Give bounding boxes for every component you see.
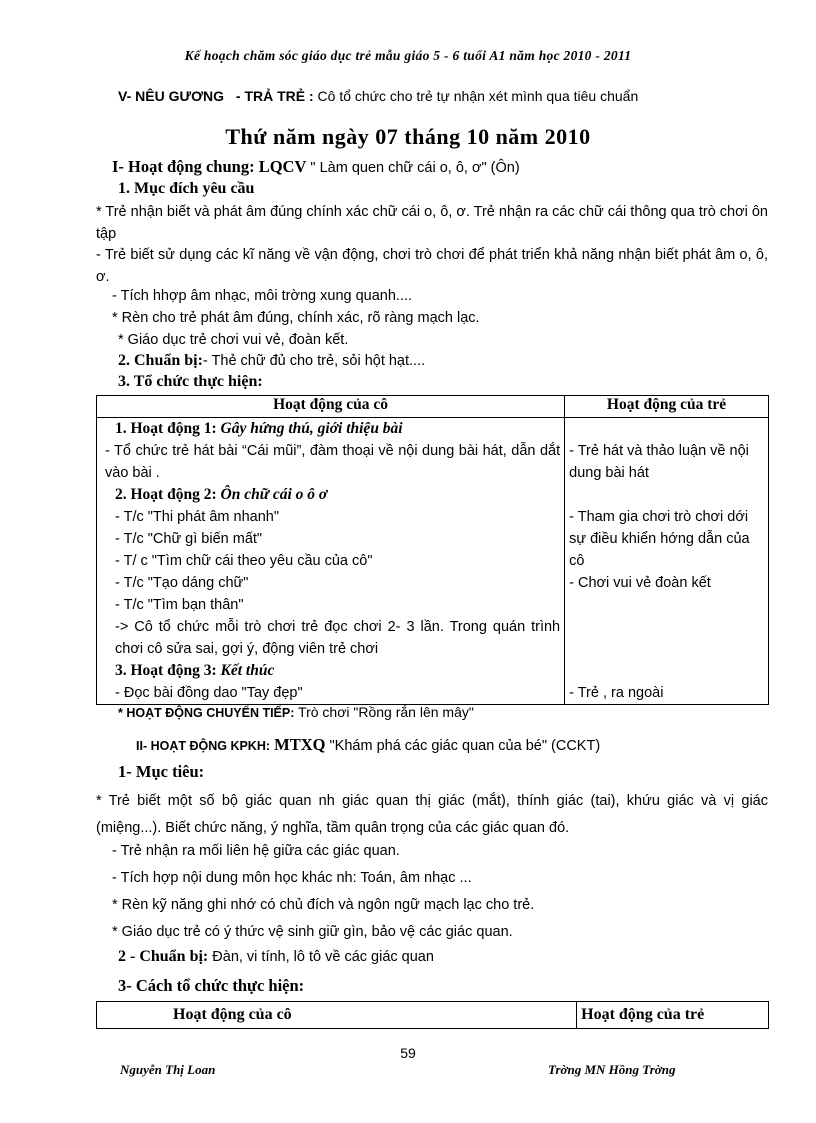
transition-text: Trò chơi "Rồng rắn lên mây" <box>294 704 474 720</box>
activity-3-child: - Trẻ , ra ngoài <box>569 685 664 701</box>
section-1-paragraph-3: - Tích hhợp âm nhạc, môi trờng xung quanh.... <box>112 288 413 304</box>
activity-3-heading <box>101 660 560 682</box>
section-2-paragraph-4: * Rèn kỹ năng ghi nhớ có chủ đích và ngôn ngữ mạch lạc cho trẻ. <box>112 897 535 913</box>
activity-2-item: - T/c "Tạo dáng chữ" <box>115 575 249 591</box>
section-2-prep-text: Đàn, vi tính, lô tô về các giác quan <box>208 949 434 965</box>
section-2-heading-bold: MTXQ <box>270 735 326 754</box>
activity-2-heading <box>101 484 560 506</box>
section-2-heading <box>136 735 600 755</box>
table-2-header-row <box>97 1002 769 1029</box>
activity-2-child-2: - Chơi vui vẻ đoàn kết <box>569 575 711 591</box>
activity-1-child: - Trẻ hát và thảo luận về nội dung bài hát <box>569 443 749 481</box>
section-1-paragraph-1: * Trẻ nhận biết và phát âm đúng chính xác chữ cái o, ô, ơ. Trẻ nhận ra các chữ cái thông qua trò chơi ôn tập <box>96 204 768 242</box>
activity-3-text: - Đọc bài đồng dao "Tay đẹp" <box>115 685 303 701</box>
section-2-heading-tail: "Khám phá các giác quan của bé" (CCKT) <box>325 738 601 754</box>
activity-1-title: Gây hứng thú, giới thiệu bài <box>220 420 403 437</box>
activity-3-label: 3. Hoạt động 3: <box>115 662 221 679</box>
spacer <box>569 418 764 440</box>
activity-table-2 <box>96 1001 769 1029</box>
table-1-teacher-cell <box>97 418 565 705</box>
section-1-org-title: 3. Tổ chức thực hiện: <box>118 373 263 390</box>
v-label-2: - TRẢ TRẺ : <box>235 88 314 104</box>
v-line <box>118 88 638 106</box>
section-1-prep <box>118 352 425 370</box>
v-label-1: V- NÊU GƯƠNG <box>118 88 225 104</box>
activity-2-note: -> Cô tổ chức mỗi trò chơi trẻ đọc chơi 2- 3 lần. Trong quán trình chơi cô sửa sai, gợi ý, động viên trẻ chơi <box>115 619 561 657</box>
transition-line <box>118 704 474 722</box>
section-1-paragraph-2: - Trẻ biết sử dụng các kĩ năng về vận động, chơi trò chơi để phát triển khả năng nhận biết phát âm o, ô, ơ. <box>96 247 768 285</box>
section-1-goal-title: 1. Mục đích yêu cầu <box>118 180 255 197</box>
spacer <box>569 484 764 506</box>
section-2-paragraph-2: - Trẻ nhận ra mối liên hệ giữa các giác quan. <box>112 843 400 859</box>
activity-2-item: - T/c "Thi phát âm nhanh" <box>115 509 279 525</box>
table-1-body-row <box>97 418 769 705</box>
activity-2-item: - T/c "Tìm bạn thân" <box>115 597 244 613</box>
section-1-prep-text: - Thẻ chữ đủ cho trẻ, sỏi hột hạt.... <box>202 353 426 369</box>
activity-2-child-1: - Tham gia chơi trò chơi dới sự điều khiển hớng dẫn của cô <box>569 509 750 569</box>
section-2-goal-title: 1- Mục tiêu: <box>118 762 205 781</box>
footer-author: Nguyễn Thị Loan <box>120 1062 216 1077</box>
section-1-prep-label: 2. Chuẩn bị: <box>118 352 203 369</box>
footer-school: Trờng MN Hồng Trờng <box>548 1062 676 1077</box>
section-2-prep-label: 2 - Chuẩn bị: <box>118 948 209 965</box>
section-2-paragraph-1: * Trẻ biết một số bộ giác quan nh giác quan thị giác (mắt), thính giác (tai), khứu giác và vị giác (miệng...). Biết chức năng, ý nghĩa, tầm quân trọng của các giác quan đó. <box>96 793 768 836</box>
section-1-heading <box>112 157 520 177</box>
activity-table-1 <box>96 395 769 705</box>
section-2-heading-label: II- HOẠT ĐỘNG KPKH: <box>136 739 271 753</box>
table-1-header-row <box>97 396 769 418</box>
table-1-head-child: Hoạt động của trẻ <box>565 396 769 418</box>
activity-2-item: - T/ c "Tìm chữ cái theo yêu cầu của cô" <box>115 553 373 569</box>
section-1-heading-label: I- Hoạt động chung: LQCV <box>112 157 307 176</box>
transition-label: * HOẠT ĐỘNG CHUYỂN TIẾP: <box>118 706 295 720</box>
activity-2-item: - T/c "Chữ gì biến mất" <box>115 531 263 547</box>
table-1-child-cell <box>565 418 769 705</box>
section-1-heading-tail: " Làm quen chữ cái o, ô, ơ" (Ôn) <box>306 160 520 176</box>
activity-1-label: 1. Hoạt động 1: <box>115 420 221 437</box>
page-number: 59 <box>400 1045 416 1061</box>
activity-3-title: Kết thúc <box>220 662 275 679</box>
date-title: Thứ năm ngày 07 tháng 10 năm 2010 <box>225 124 591 149</box>
activity-1-text: - Tổ chức trẻ hát bài “Cái mũi”, đàm thoại về nội dung bài hát, dẫn dắt vào bài . <box>105 443 561 481</box>
page-header: Kế hoạch chăm sóc giáo dục trẻ mẫu giáo 5 - 6 tuổi A1 năm học 2010 - 2011 <box>184 48 632 63</box>
section-2-paragraph-3: - Tích hợp nội dung môn học khác nh: Toán, âm nhạc ... <box>112 870 472 886</box>
section-2-paragraph-5: * Giáo dục trẻ có ý thức vệ sinh giữ gìn, bảo vệ các giác quan. <box>112 924 513 940</box>
section-1-paragraph-5: * Giáo dục trẻ chơi vui vẻ, đoàn kết. <box>118 332 349 348</box>
section-2-org-title: 3- Cách tổ chức thực hiện: <box>118 976 305 995</box>
table-2-head-child: Hoạt động của trẻ <box>577 1002 769 1029</box>
section-1-paragraph-4: * Rèn cho trẻ phát âm đúng, chính xác, rõ ràng mạch lạc. <box>112 310 480 326</box>
table-2-head-teacher: Hoạt động của cô <box>97 1002 577 1029</box>
activity-2-title: Ôn chữ cái o ô ơ <box>220 486 328 503</box>
activity-2-label: 2. Hoạt động 2: <box>115 486 221 503</box>
activity-1-heading <box>101 418 560 440</box>
v-text: Cô tổ chức cho trẻ tự nhận xét mình qua tiêu chuẩn <box>317 88 639 104</box>
section-2-prep <box>118 948 434 966</box>
table-1-head-teacher: Hoạt động của cô <box>97 396 565 418</box>
